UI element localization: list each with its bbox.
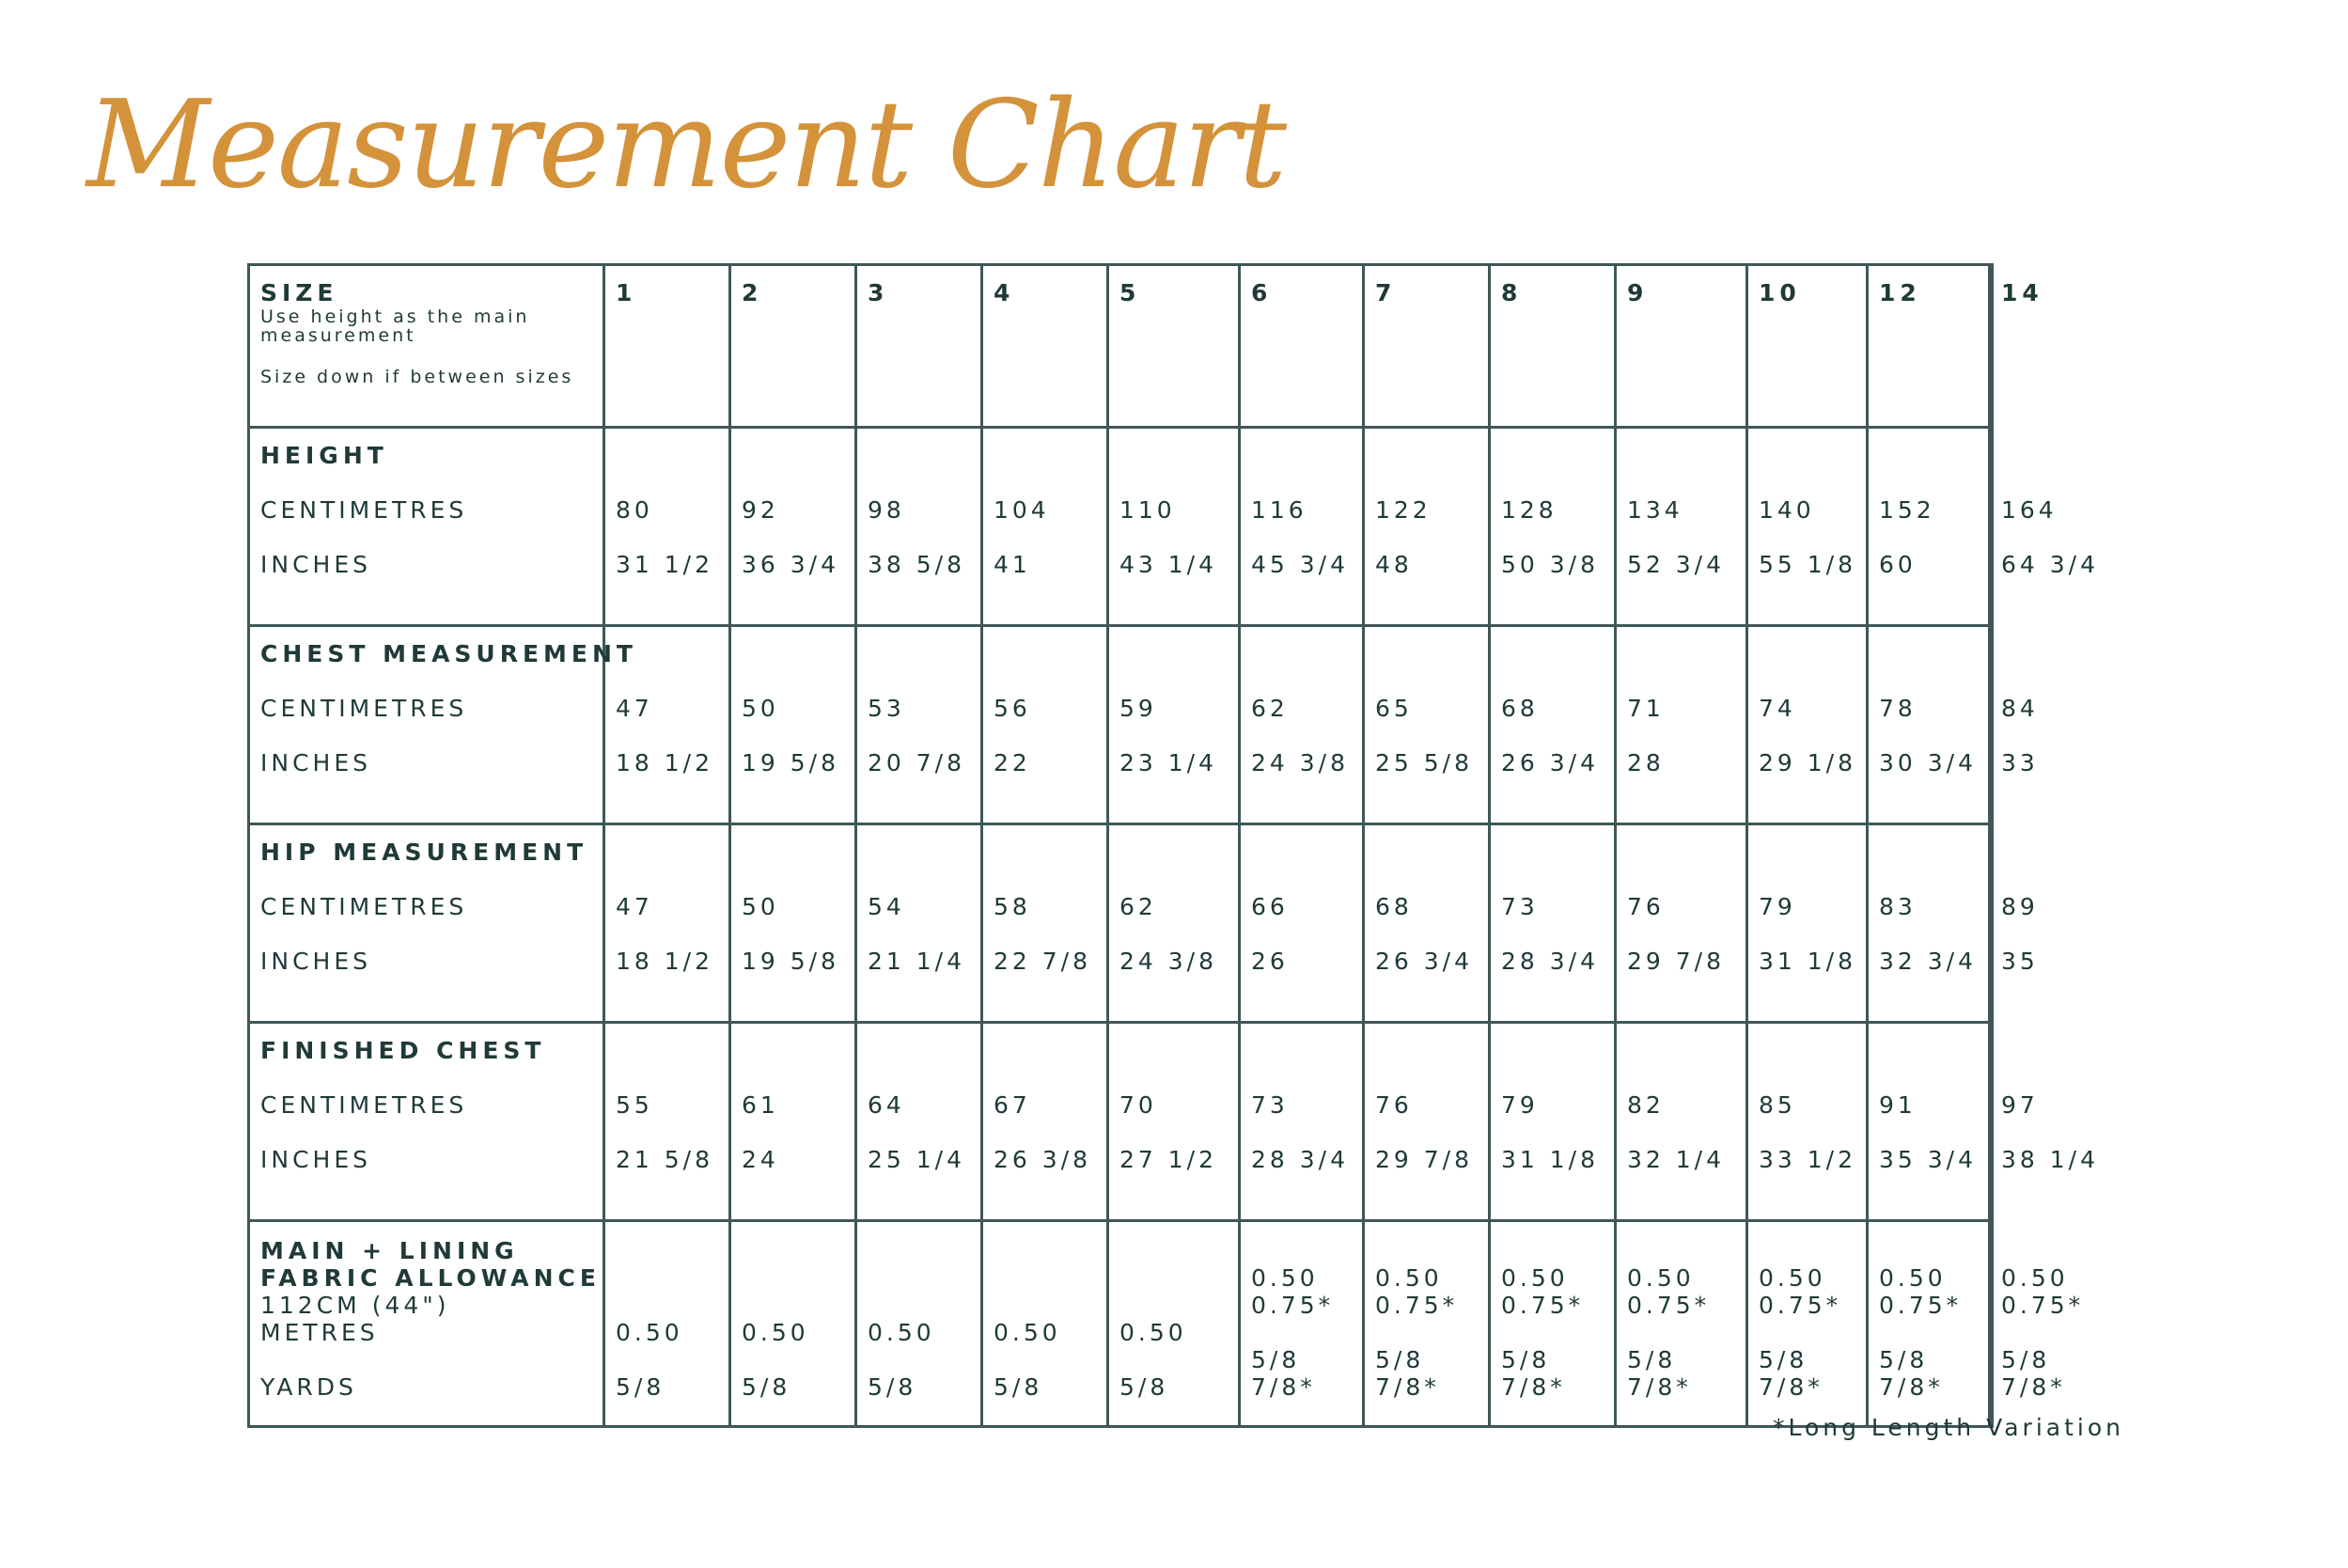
inch-value: 19 5/8 (742, 749, 839, 776)
cm-value: 84 (2001, 695, 2039, 722)
value-cell (1364, 1023, 1490, 1221)
inch-value: 60 (1879, 551, 1917, 578)
metres-value: 0.50 (1627, 1264, 1695, 1292)
size-value: 1 (616, 279, 637, 306)
cm-value: 66 (1251, 893, 1289, 920)
size-value: 12 (1879, 279, 1921, 306)
inch-value: 26 3/4 (1375, 948, 1473, 975)
fabric-line-3: 112CM (44") (260, 1292, 450, 1319)
cm-value: 68 (1501, 695, 1539, 722)
cm-value: 116 (1251, 496, 1307, 524)
inch-value: 31 1/8 (1501, 1146, 1599, 1173)
section-name: HEIGHT (260, 442, 388, 469)
size-column-header (1868, 265, 1990, 428)
size-column-header (1747, 265, 1868, 428)
size-column-header (1490, 265, 1616, 428)
cm-value: 76 (1627, 893, 1665, 920)
yards-long-value: 7/8* (1375, 1373, 1440, 1401)
yards-value: 5/8 (616, 1373, 665, 1401)
cm-value: 104 (994, 496, 1050, 524)
size-column-header (730, 265, 856, 428)
inch-value: 21 5/8 (616, 1146, 713, 1173)
cm-value: 97 (2001, 1091, 2039, 1119)
cm-value: 122 (1375, 496, 1432, 524)
metres-value: 0.50 (1375, 1264, 1443, 1292)
cm-value: 55 (616, 1091, 653, 1119)
cm-value: 64 (868, 1091, 905, 1119)
value-cell (1990, 428, 2099, 626)
section-name: FINISHED CHEST (260, 1037, 546, 1064)
value-cell (1747, 626, 1868, 824)
size-note-2: measurement (260, 325, 416, 346)
section-row (249, 626, 1993, 824)
fabric-value-cell (856, 1221, 982, 1427)
cm-value: 59 (1119, 695, 1157, 722)
value-cell (604, 1023, 730, 1221)
value-cell (1108, 824, 1240, 1023)
inch-value: 50 3/8 (1501, 551, 1599, 578)
metres-value: 0.50 (1879, 1264, 1947, 1292)
yards-value: 5/8 (2001, 1346, 2051, 1373)
cm-value: 110 (1119, 496, 1176, 524)
metres-value: 0.50 (1759, 1264, 1826, 1292)
size-value: 3 (868, 279, 889, 306)
value-cell (1616, 428, 1747, 626)
inch-value: 26 3/4 (1501, 749, 1599, 776)
cm-value: 85 (1759, 1091, 1796, 1119)
cm-value: 76 (1375, 1091, 1413, 1119)
yards-value: 5/8 (1759, 1346, 1808, 1373)
cm-value: 83 (1879, 893, 1917, 920)
inch-value: 52 3/4 (1627, 551, 1725, 578)
value-cell (856, 626, 982, 824)
inch-value: 24 3/8 (1251, 749, 1349, 776)
value-cell (604, 626, 730, 824)
inch-value: 55 1/8 (1759, 551, 1856, 578)
value-cell (1108, 626, 1240, 824)
value-cell (1240, 824, 1364, 1023)
cm-value: 62 (1119, 893, 1157, 920)
metres-long-value: 0.75* (1879, 1292, 1963, 1319)
metres-long-value: 0.75* (1627, 1292, 1711, 1319)
value-cell (1364, 824, 1490, 1023)
fabric-value-cell (1747, 1221, 1868, 1427)
value-cell (982, 428, 1108, 626)
value-cell (604, 428, 730, 626)
value-cell (982, 824, 1108, 1023)
value-cell (1364, 626, 1490, 824)
value-cell (1364, 428, 1490, 626)
inch-value: 18 1/2 (616, 948, 713, 975)
cm-value: 47 (616, 695, 653, 722)
inch-value: 23 1/4 (1119, 749, 1217, 776)
value-cell (730, 1023, 856, 1221)
inch-value: 36 3/4 (742, 551, 839, 578)
value-cell (1108, 428, 1240, 626)
fabric-value-cell (1616, 1221, 1747, 1427)
size-value: 9 (1627, 279, 1649, 306)
cm-value: 61 (742, 1091, 779, 1119)
yards-value: 5/8 (1251, 1346, 1301, 1373)
value-cell (856, 428, 982, 626)
size-column-header (982, 265, 1108, 428)
value-cell (1240, 1023, 1364, 1221)
metres-value: 0.50 (868, 1319, 935, 1346)
value-cell (1490, 824, 1616, 1023)
yards-value: 5/8 (1879, 1346, 1929, 1373)
size-label: SIZE (260, 279, 338, 306)
value-cell (856, 824, 982, 1023)
size-header-cell (249, 265, 604, 428)
cm-value: 92 (742, 496, 779, 524)
cm-value: 73 (1501, 893, 1539, 920)
value-cell (1868, 1023, 1990, 1221)
inch-value: 31 1/8 (1759, 948, 1856, 975)
cm-value: 47 (616, 893, 653, 920)
fabric-line-1: MAIN + LINING (260, 1237, 519, 1264)
cm-value: 65 (1375, 695, 1413, 722)
cm-value: 50 (742, 695, 779, 722)
section-name: CHEST MEASUREMENT (260, 640, 637, 667)
value-cell (730, 428, 856, 626)
section-label-cell (249, 1023, 604, 1221)
yards-long-value: 7/8* (1879, 1373, 1944, 1401)
metres-long-value: 0.75* (2001, 1292, 2085, 1319)
inch-value: 22 7/8 (994, 948, 1091, 975)
header-row (249, 265, 1993, 428)
cm-value: 152 (1879, 496, 1935, 524)
value-cell (1490, 428, 1616, 626)
cm-value: 73 (1251, 1091, 1289, 1119)
inch-value: 33 1/2 (1759, 1146, 1856, 1173)
size-column-header (1240, 265, 1364, 428)
metres-value: 0.50 (1119, 1319, 1187, 1346)
cm-value: 62 (1251, 695, 1289, 722)
value-cell (1990, 1023, 2099, 1221)
inch-value: 30 3/4 (1879, 749, 1977, 776)
value-cell (1747, 428, 1868, 626)
fabric-value-cell (730, 1221, 856, 1427)
inch-value: 35 3/4 (1879, 1146, 1977, 1173)
size-column-header (1364, 265, 1490, 428)
inch-value: 25 1/4 (868, 1146, 965, 1173)
inch-value: 28 (1627, 749, 1665, 776)
cm-value: 53 (868, 695, 905, 722)
fabric-value-cell (604, 1221, 730, 1427)
cm-value: 140 (1759, 496, 1815, 524)
fabric-value-cell (1490, 1221, 1616, 1427)
inch-value: 27 1/2 (1119, 1146, 1217, 1173)
fabric-value-cell (1240, 1221, 1364, 1427)
value-cell (1490, 1023, 1616, 1221)
inch-value: 29 7/8 (1375, 1146, 1473, 1173)
section-row (249, 428, 1993, 626)
metres-value: 0.50 (1251, 1264, 1319, 1292)
cm-value: 89 (2001, 893, 2039, 920)
size-note-1: Use height as the main (260, 306, 530, 327)
size-column-header (1108, 265, 1240, 428)
metres-long-value: 0.75* (1501, 1292, 1585, 1319)
inch-value: 33 (2001, 749, 2039, 776)
fabric-value-cell (1108, 1221, 1240, 1427)
value-cell (1747, 1023, 1868, 1221)
yards-long-value: 7/8* (1759, 1373, 1824, 1401)
yards-long-value: 7/8* (1501, 1373, 1566, 1401)
metres-value: 0.50 (2001, 1264, 2069, 1292)
size-column-header (856, 265, 982, 428)
inch-value: 24 (742, 1146, 779, 1173)
inch-value: 26 3/8 (994, 1146, 1091, 1173)
inch-value: 64 3/4 (2001, 551, 2099, 578)
centimetres-label: CENTIMETRES (260, 893, 468, 920)
metres-label: METRES (260, 1319, 379, 1346)
yards-long-value: 7/8* (2001, 1373, 2066, 1401)
value-cell (1868, 824, 1990, 1023)
yards-label: YARDS (260, 1373, 357, 1401)
yards-long-value: 7/8* (1627, 1373, 1692, 1401)
inch-value: 38 5/8 (868, 551, 965, 578)
inch-value: 25 5/8 (1375, 749, 1473, 776)
inch-value: 32 1/4 (1627, 1146, 1725, 1173)
value-cell (1240, 626, 1364, 824)
section-row (249, 824, 1993, 1023)
inch-value: 28 3/4 (1251, 1146, 1349, 1173)
yards-value: 5/8 (1627, 1346, 1677, 1373)
footnote: *Long Length Variation (1772, 1414, 2124, 1441)
metres-long-value: 0.75* (1251, 1292, 1335, 1319)
centimetres-label: CENTIMETRES (260, 496, 468, 524)
value-cell (1108, 1023, 1240, 1221)
cm-value: 54 (868, 893, 905, 920)
inch-value: 38 1/4 (2001, 1146, 2099, 1173)
section-label-cell (249, 428, 604, 626)
cm-value: 50 (742, 893, 779, 920)
value-cell (1868, 626, 1990, 824)
centimetres-label: CENTIMETRES (260, 695, 468, 722)
cm-value: 74 (1759, 695, 1796, 722)
size-value: 7 (1375, 279, 1397, 306)
inch-value: 22 (994, 749, 1031, 776)
inches-label: INCHES (260, 749, 371, 776)
fabric-line-2: FABRIC ALLOWANCE (260, 1264, 601, 1292)
inch-value: 32 3/4 (1879, 948, 1977, 975)
yards-value: 5/8 (868, 1373, 917, 1401)
value-cell (1490, 626, 1616, 824)
size-column-header (1990, 265, 2043, 428)
cm-value: 56 (994, 695, 1031, 722)
measurement-table (247, 263, 2099, 1428)
inch-value: 18 1/2 (616, 749, 713, 776)
fabric-label-cell (249, 1221, 604, 1427)
size-value: 2 (742, 279, 763, 306)
fabric-value-cell (1364, 1221, 1490, 1427)
inch-value: 26 (1251, 948, 1289, 975)
value-cell (604, 824, 730, 1023)
value-cell (1240, 428, 1364, 626)
value-cell (1990, 626, 2039, 824)
cm-value: 134 (1627, 496, 1683, 524)
size-value: 6 (1251, 279, 1273, 306)
cm-value: 68 (1375, 893, 1413, 920)
yards-value: 5/8 (1375, 1346, 1425, 1373)
value-cell (730, 824, 856, 1023)
fabric-value-cell (1868, 1221, 1990, 1427)
cm-value: 79 (1501, 1091, 1539, 1119)
value-cell (1616, 1023, 1747, 1221)
value-cell (1868, 428, 1990, 626)
cm-value: 70 (1119, 1091, 1157, 1119)
value-cell (1990, 824, 2039, 1023)
value-cell (856, 1023, 982, 1221)
yards-value: 5/8 (1119, 1373, 1169, 1401)
yards-value: 5/8 (1501, 1346, 1551, 1373)
cm-value: 79 (1759, 893, 1796, 920)
yards-value: 5/8 (994, 1373, 1043, 1401)
section-name: HIP MEASUREMENT (260, 839, 588, 866)
cm-value: 91 (1879, 1091, 1917, 1119)
inch-value: 20 7/8 (868, 749, 965, 776)
fabric-value-cell (982, 1221, 1108, 1427)
cm-value: 71 (1627, 695, 1665, 722)
yards-value: 5/8 (742, 1373, 791, 1401)
size-value: 4 (994, 279, 1015, 306)
cm-value: 58 (994, 893, 1031, 920)
fabric-value-cell (1990, 1221, 2085, 1427)
inch-value: 43 1/4 (1119, 551, 1217, 578)
metres-value: 0.50 (1501, 1264, 1569, 1292)
inch-value: 41 (994, 551, 1031, 578)
inch-value: 48 (1375, 551, 1413, 578)
value-cell (1616, 824, 1747, 1023)
size-column-header (1616, 265, 1747, 428)
cm-value: 164 (2001, 496, 2058, 524)
size-value: 10 (1759, 279, 1801, 306)
value-cell (1616, 626, 1747, 824)
inch-value: 45 3/4 (1251, 551, 1349, 578)
inches-label: INCHES (260, 948, 371, 975)
inches-label: INCHES (260, 1146, 371, 1173)
cm-value: 78 (1879, 695, 1917, 722)
metres-long-value: 0.75* (1375, 1292, 1459, 1319)
page-title: Measurement Chart (86, 75, 1286, 215)
value-cell (730, 626, 856, 824)
inch-value: 31 1/2 (616, 551, 713, 578)
inch-value: 35 (2001, 948, 2039, 975)
cm-value: 128 (1501, 496, 1558, 524)
section-row (249, 1023, 1993, 1221)
inch-value: 28 3/4 (1501, 948, 1599, 975)
cm-value: 98 (868, 496, 905, 524)
cm-value: 67 (994, 1091, 1031, 1119)
section-label-cell (249, 824, 604, 1023)
inch-value: 29 1/8 (1759, 749, 1856, 776)
size-note-3: Size down if between sizes (260, 367, 574, 387)
size-column-header (604, 265, 730, 428)
metres-value: 0.50 (994, 1319, 1061, 1346)
centimetres-label: CENTIMETRES (260, 1091, 468, 1119)
metres-long-value: 0.75* (1759, 1292, 1842, 1319)
inches-label: INCHES (260, 551, 371, 578)
cm-value: 80 (616, 496, 653, 524)
inch-value: 29 7/8 (1627, 948, 1725, 975)
inch-value: 19 5/8 (742, 948, 839, 975)
cm-value: 82 (1627, 1091, 1665, 1119)
inch-value: 24 3/8 (1119, 948, 1217, 975)
value-cell (982, 1023, 1108, 1221)
size-value: 8 (1501, 279, 1523, 306)
metres-value: 0.50 (742, 1319, 809, 1346)
fabric-row (249, 1221, 1993, 1427)
value-cell (1747, 824, 1868, 1023)
metres-value: 0.50 (616, 1319, 683, 1346)
value-cell (982, 626, 1108, 824)
yards-long-value: 7/8* (1251, 1373, 1316, 1401)
size-value: 14 (2001, 279, 2043, 306)
inch-value: 21 1/4 (868, 948, 965, 975)
size-value: 5 (1119, 279, 1141, 306)
